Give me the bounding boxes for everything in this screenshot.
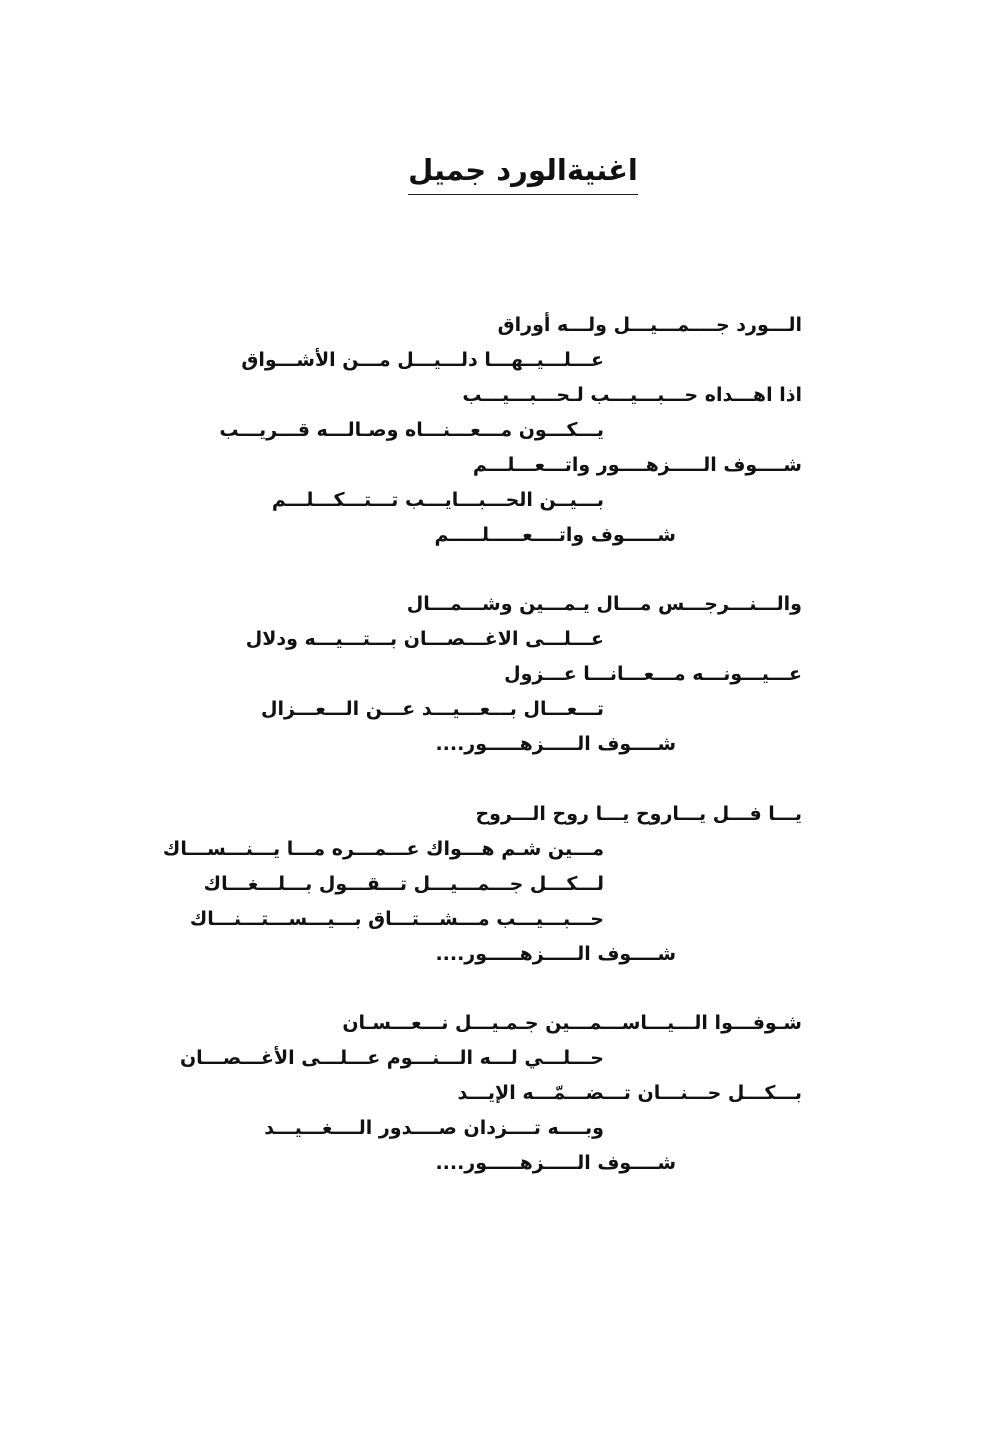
lyric-line: يـــكـــون مـــعـــنـــاه وصـالـــه قـــريـــب (219, 419, 604, 441)
lyric-line: تـــعـــال بـــعـــيـــد عـــن الـــعـــزال (260, 698, 604, 720)
lyric-line: الـــورد جــــمـــيـــل ولـــه أوراق (497, 314, 802, 336)
lyric-line: وبــــه تــــزدان صــــدور الــــغـــيـــد (264, 1117, 604, 1139)
lyric-line: لـــكـــل جـــمـــيـــل تـــقـــول بـــلـــغـــاك (203, 873, 604, 895)
refrain-line: شــــوف الـــــزهـــــور.... (435, 1152, 676, 1174)
lyric-line: والـــنـــرجـــس مـــال يـمـــين وشـــمـــال (406, 593, 802, 615)
lyric-line: يـــا فـــل يـــاروح يـــا روح الـــروح (475, 803, 802, 825)
song-title: اغنيةالورد جميل (408, 148, 638, 195)
refrain-line: شــــوف الـــــزهـــــور.... (435, 733, 676, 755)
lyric-line: اذا اهـــداه حـــبـــيـــب لـحـــبـــيـــب (462, 384, 802, 406)
lyric-line: شــــوف الـــــزهــــور واتـــعـــلـــم (472, 454, 802, 476)
refrain-line: شـــــوف واتــــعـــــلـــــم (434, 524, 676, 546)
stanza-4 (179, 1006, 802, 1181)
refrain-line: شــــوف الـــــزهـــــور.... (435, 943, 676, 965)
lyric-line: شـوفـــوا الـــيـــاســـمـــين جـمـيـــل نـــعـــسـان (342, 1012, 802, 1034)
lyric-line: عـــيـــونـــه مـــعـــانـــا عـــزول (504, 663, 802, 685)
stanza-3 (162, 797, 802, 972)
lyric-line: مـــين شـم هـــواك عـــمـــره مـــا يـــنـــســـاك (162, 838, 604, 860)
lyric-line: حـــبـــيـــب مـــشـــتـــاق بـــيـــســـتـــنـــاك (189, 908, 604, 930)
stanza-2 (245, 587, 802, 762)
lyric-line: عـــلـــيــهـــا دلـــيـــل مـــن الأشـــواق (241, 349, 604, 371)
lyric-line: عـــلـــى الاغـــصـــان بـــتـــيـــه ودلال (245, 628, 604, 650)
lyric-line: بـــكـــل حـــنـــان تـــضـــمّـــه الإيـــد (457, 1082, 802, 1104)
lyric-line: حـــلـــي لـــه الـــنـــوم عـــلـــى الأغـــصـــان (179, 1047, 604, 1069)
stanza-1 (219, 308, 802, 553)
lyric-line: بـــيــن الحـــبـــايـــب تـــتـــكـــلـــم (271, 489, 604, 511)
